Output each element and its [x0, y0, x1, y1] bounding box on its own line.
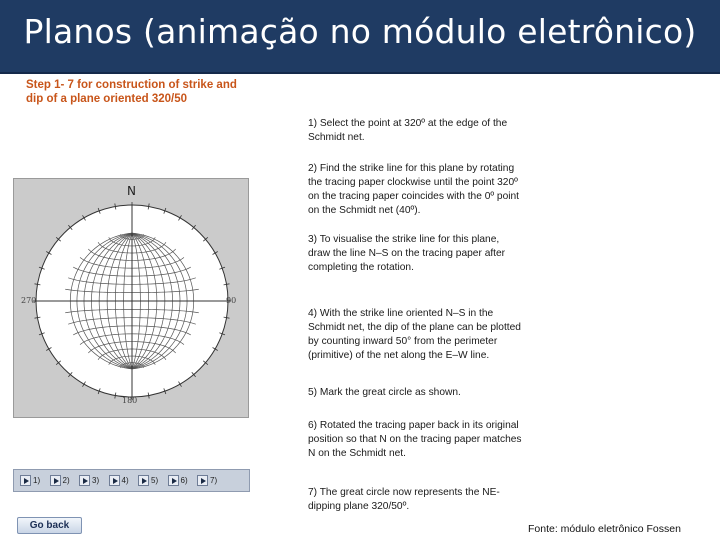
- nav-step-3[interactable]: [79, 472, 109, 489]
- nav-step-label: 7): [210, 476, 218, 485]
- instruction-line: Schmidt net, the dip of the plane can be plotted: [308, 322, 521, 333]
- nav-step-7[interactable]: [197, 472, 227, 489]
- source-caption: Fonte: módulo eletrônico Fossen: [528, 523, 681, 535]
- nav-step-2[interactable]: [50, 472, 80, 489]
- instruction-line: 3) To visualise the strike line for this plane,: [308, 234, 500, 245]
- title-bar: [0, 0, 720, 74]
- instruction-line: (primitive) of the net along the E–W line.: [308, 350, 490, 361]
- instruction-1: [308, 117, 568, 145]
- go-back-button[interactable]: Go back: [17, 517, 82, 534]
- net-label-north: N: [127, 184, 136, 198]
- nav-step-label: 1): [33, 476, 41, 485]
- nav-step-label: 4): [121, 476, 129, 485]
- instruction-6: [308, 419, 568, 461]
- nav-step-label: 2): [62, 476, 70, 485]
- step-heading-line: Step 1- 7 for construction of strike and: [26, 79, 237, 91]
- nav-step-label: 6): [180, 476, 188, 485]
- instruction-line: draw the line N–S on the tracing paper after: [308, 248, 506, 259]
- instruction-line: on the tracing paper coincides with the 0º point: [308, 191, 519, 202]
- instruction-line: completing the rotation.: [308, 262, 414, 273]
- nav-step-4[interactable]: [109, 472, 139, 489]
- nav-step-label: 3): [92, 476, 100, 485]
- play-icon[interactable]: [79, 475, 90, 486]
- step-heading: [26, 78, 266, 106]
- step-heading-line: dip of a plane oriented 320/50: [26, 93, 188, 105]
- play-icon[interactable]: [20, 475, 31, 486]
- instruction-line: Schmidt net.: [308, 132, 365, 143]
- schmidt-net-panel: [13, 178, 249, 418]
- net-label-east: 90: [226, 296, 237, 305]
- net-label-west: 270: [21, 296, 37, 305]
- instruction-line: on the Schmidt net (40º).: [308, 205, 421, 216]
- instruction-line: by counting inward 50° from the perimeter: [308, 336, 498, 347]
- instruction-line: the tracing paper clockwise until the point 320º: [308, 177, 518, 188]
- play-icon[interactable]: [50, 475, 61, 486]
- play-icon[interactable]: [168, 475, 179, 486]
- instruction-line: position so that N on the tracing paper matches: [308, 434, 522, 445]
- instruction-2: [308, 162, 568, 218]
- page-title: Planos (animação no módulo eletrônico): [23, 12, 697, 51]
- schmidt-net: [14, 179, 250, 419]
- instruction-line: 1) Select the point at 320º at the edge of the: [308, 118, 508, 129]
- instruction-line: 2) Find the strike line for this plane by rotating: [308, 163, 515, 174]
- instruction-line: dipping plane 320/50º.: [308, 501, 410, 512]
- nav-step-1[interactable]: [20, 472, 50, 489]
- nav-step-5[interactable]: [138, 472, 168, 489]
- play-icon[interactable]: [138, 475, 149, 486]
- instruction-line: 7) The great circle now represents the NE-: [308, 487, 500, 498]
- net-label-south: 180: [122, 396, 138, 405]
- instruction-5: [308, 386, 568, 400]
- instruction-3: [308, 233, 568, 275]
- play-icon[interactable]: [109, 475, 120, 486]
- play-icon[interactable]: [197, 475, 208, 486]
- instruction-line: 5) Mark the great circle as shown.: [308, 387, 461, 398]
- nav-step-6[interactable]: [168, 472, 198, 489]
- instruction-line: 4) With the strike line oriented N–S in the: [308, 308, 494, 319]
- instruction-line: 6) Rotated the tracing paper back in its original: [308, 420, 519, 431]
- instruction-7: [308, 486, 568, 514]
- step-navigation: [13, 469, 250, 492]
- instruction-4: [308, 307, 568, 363]
- nav-step-label: 5): [151, 476, 159, 485]
- instruction-line: N on the Schmidt net.: [308, 448, 406, 459]
